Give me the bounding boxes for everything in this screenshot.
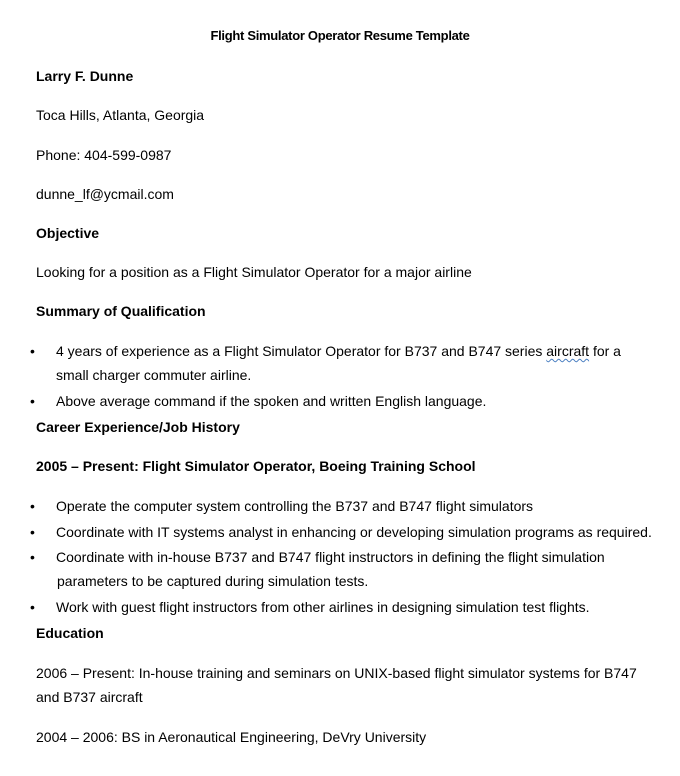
bullet-icon: • — [30, 393, 35, 409]
bullet-icon: • — [30, 498, 35, 514]
candidate-name: Larry F. Dunne — [36, 68, 134, 84]
list-item-text: 4 years of experience as a Flight Simulator Operator for B737 and B747 series aircraft for a — [56, 343, 621, 359]
education-entry-line: 2006 – Present: In-house training and seminars on UNIX-based flight simulator systems for B747 — [36, 665, 637, 681]
education-entry-line: 2004 – 2006: BS in Aeronautical Engineering, DeVry University — [36, 729, 427, 745]
email-line: dunne_lf@ycmail.com — [36, 186, 174, 202]
list-item-text: Operate the computer system controlling the B737 and B747 flight simulators — [56, 498, 534, 514]
objective-heading: Objective — [36, 225, 100, 241]
spellcheck-underline: aircraft — [546, 343, 590, 359]
bullet-icon: • — [30, 343, 35, 359]
list-item-text: Coordinate with IT systems analyst in enhancing or developing simulation programs as required. — [56, 524, 652, 540]
position-heading: 2005 – Present: Flight Simulator Operator, Boeing Training School — [36, 458, 476, 474]
list-item-text: Coordinate with in-house B737 and B747 flight instructors in defining the flight simulation — [56, 549, 605, 565]
career-heading: Career Experience/Job History — [36, 419, 240, 435]
list-item-text: Work with guest flight instructors from other airlines in designing simulation test flights. — [56, 599, 590, 615]
objective-text: Looking for a position as a Flight Simulator Operator for a major airline — [36, 264, 472, 280]
bullet-icon: • — [30, 599, 35, 615]
list-item-continuation: small charger commuter airline. — [56, 367, 252, 383]
education-heading: Education — [36, 625, 104, 641]
list-item-continuation: parameters to be captured during simulation tests. — [57, 573, 369, 589]
bullet-icon: • — [30, 524, 35, 540]
bullet-icon: • — [30, 549, 35, 565]
document-title: Flight Simulator Operator Resume Template — [210, 28, 470, 43]
phone-line: Phone: 404-599-0987 — [36, 147, 172, 163]
qualifications-heading: Summary of Qualification — [36, 303, 206, 319]
education-entry-line: and B737 aircraft — [36, 689, 143, 705]
address-line: Toca Hills, Atlanta, Georgia — [36, 107, 205, 123]
list-item-text: Above average command if the spoken and written English language. — [56, 393, 487, 409]
